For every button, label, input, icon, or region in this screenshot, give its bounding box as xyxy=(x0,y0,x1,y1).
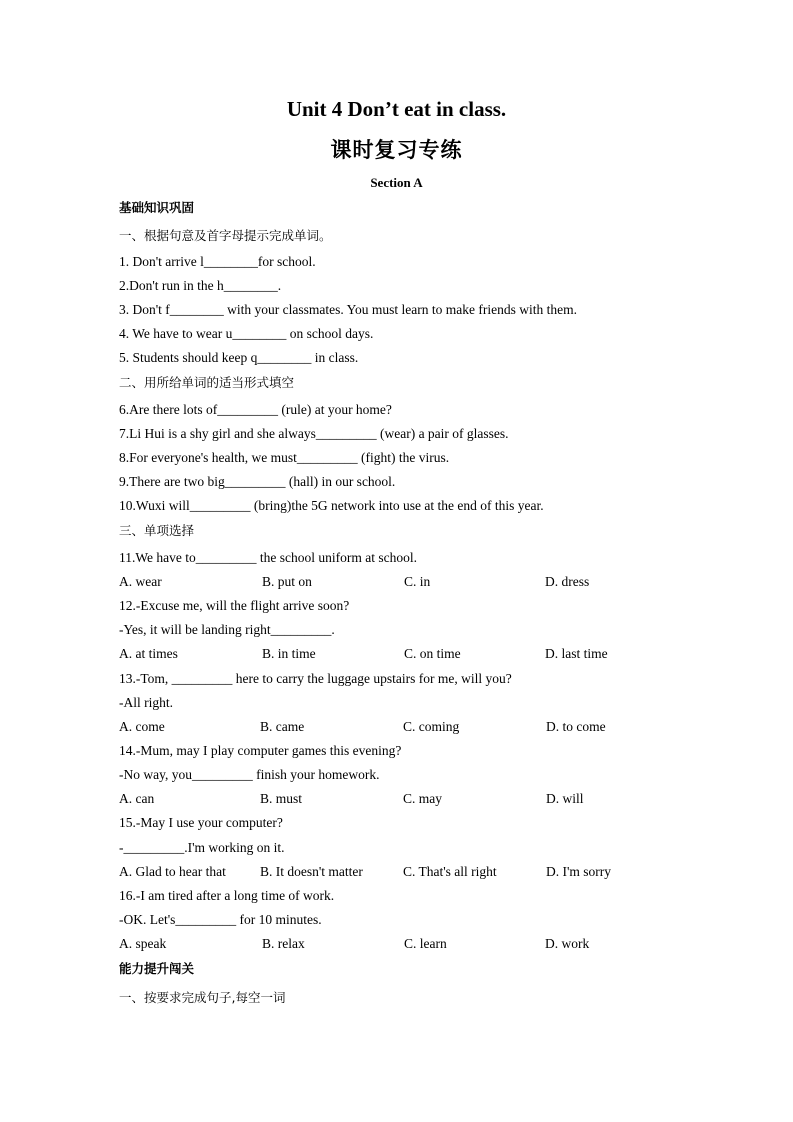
option-11c: C. in xyxy=(404,574,431,589)
question-13-reply: -All right. xyxy=(119,695,173,710)
option-14d: D. will xyxy=(546,791,584,806)
document-title: Unit 4 Don’t eat in class. xyxy=(286,97,507,121)
option-14a: A. can xyxy=(119,791,155,806)
exercise-heading-3: 三、单项选择 xyxy=(119,523,195,538)
question-5: 5. Students should keep q________ in class. xyxy=(119,350,359,365)
question-12: 12.-Excuse me, will the flight arrive soon? xyxy=(119,598,350,613)
question-3: 3. Don't f________ with your classmates. You must learn to make friends with them. xyxy=(119,302,578,317)
option-14c: C. may xyxy=(403,791,442,806)
question-11: 11.We have to_________ the school uniform at school. xyxy=(119,550,417,565)
part-heading-basic: 基础知识巩固 xyxy=(119,200,195,215)
question-15-reply: -_________.I'm working on it. xyxy=(119,840,285,855)
question-10: 10.Wuxi will_________ (bring)the 5G network into use at the end of this year. xyxy=(119,498,544,513)
option-12c: C. on time xyxy=(404,646,461,661)
section-label: Section A xyxy=(370,175,423,190)
option-15d: D. I'm sorry xyxy=(546,864,612,879)
option-13b: B. came xyxy=(260,719,305,734)
option-11d: D. dress xyxy=(545,574,590,589)
option-16c: C. learn xyxy=(404,936,447,951)
exercise-heading-1: 一、根据句意及首字母提示完成单词。 xyxy=(119,228,332,243)
question-1: 1. Don't arrive l________for school. xyxy=(119,254,316,269)
option-12a: A. at times xyxy=(119,646,178,661)
question-16: 16.-I am tired after a long time of work. xyxy=(119,888,335,903)
question-7: 7.Li Hui is a shy girl and she always_________ (wear) a pair of glasses. xyxy=(119,426,509,441)
option-11a: A. wear xyxy=(119,574,162,589)
option-13a: A. come xyxy=(119,719,165,734)
exercise-heading-2: 二、用所给单词的适当形式填空 xyxy=(119,375,295,390)
question-14: 14.-Mum, may I play computer games this evening? xyxy=(119,743,402,758)
question-8: 8.For everyone's health, we must_________ (fight) the virus. xyxy=(119,450,450,465)
option-11b: B. put on xyxy=(262,574,312,589)
option-15c: C. That's all right xyxy=(403,864,497,879)
question-12-reply: -Yes, it will be landing right_________. xyxy=(119,622,335,637)
document-subtitle: 课时复习专练 xyxy=(330,138,463,162)
option-13c: C. coming xyxy=(403,719,460,734)
option-16a: A. speak xyxy=(119,936,167,951)
question-6: 6.Are there lots of_________ (rule) at your home? xyxy=(119,402,392,417)
option-14b: B. must xyxy=(260,791,303,806)
option-16b: B. relax xyxy=(262,936,305,951)
question-9: 9.There are two big_________ (hall) in our school. xyxy=(119,474,396,489)
part-heading-advanced: 能力提升闯关 xyxy=(119,961,195,976)
option-12d: D. last time xyxy=(545,646,608,661)
question-14-reply: -No way, you_________ finish your homework. xyxy=(119,767,380,782)
exercise-heading-4: 一、按要求完成句子,每空一词 xyxy=(119,990,286,1005)
question-13: 13.-Tom, _________ here to carry the luggage upstairs for me, will you? xyxy=(119,671,512,686)
question-16-reply: -OK. Let's_________ for 10 minutes. xyxy=(119,912,322,927)
option-12b: B. in time xyxy=(262,646,316,661)
question-15: 15.-May I use your computer? xyxy=(119,815,283,830)
question-4: 4. We have to wear u________ on school days. xyxy=(119,326,374,341)
option-13d: D. to come xyxy=(546,719,606,734)
option-16d: D. work xyxy=(545,936,590,951)
option-15b: B. It doesn't matter xyxy=(260,864,363,879)
option-15a: A. Glad to hear that xyxy=(119,864,226,879)
question-2: 2.Don't run in the h________. xyxy=(119,278,282,293)
